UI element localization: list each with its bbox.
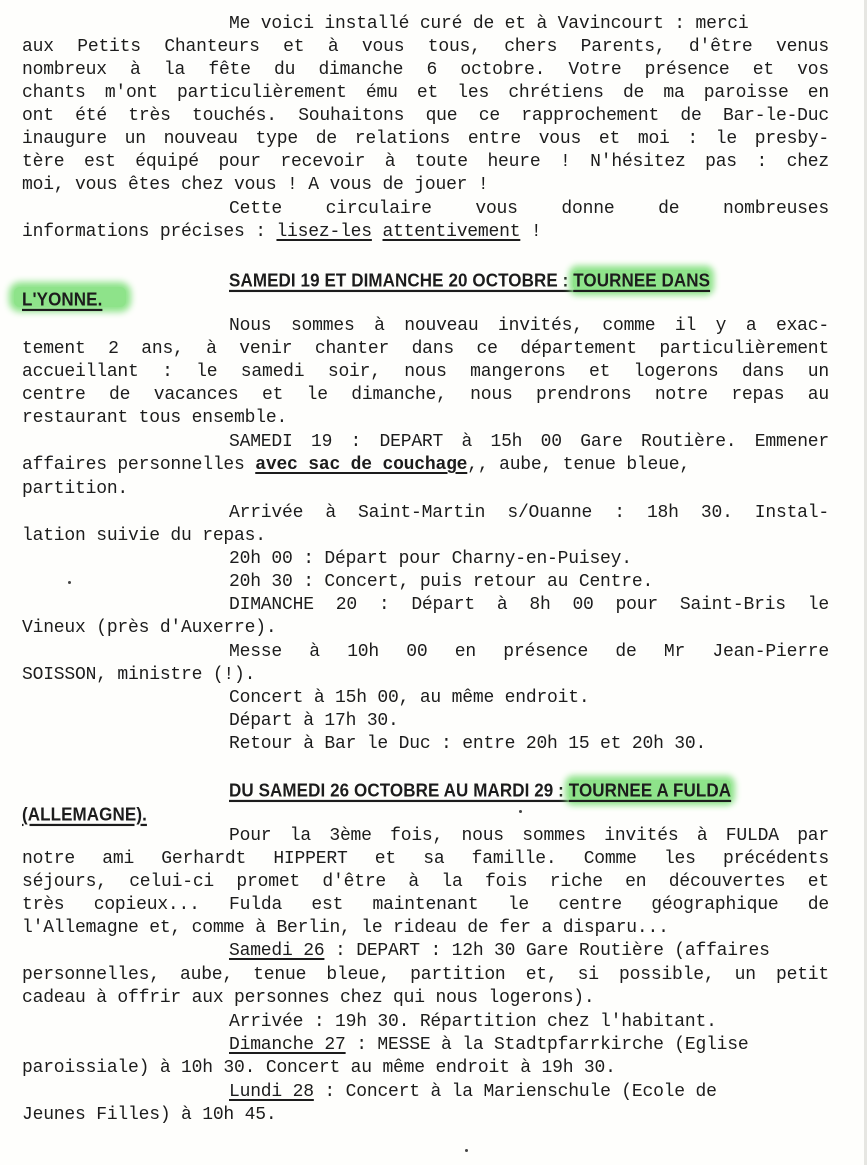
title-highlight: TOURNEE A FULDA [568, 780, 732, 801]
dimanche-rest: : MESSE à la Stadtpfarrkirche (Eglise [345, 1035, 749, 1055]
scan-speck [68, 581, 71, 584]
text-line: paroissiale) à 10h 30. Concert au même endroit à 19h 30. [22, 1058, 616, 1078]
text-line: aux Petits Chanteurs et à vous tous, chers Parents, d'être venus [22, 37, 829, 57]
text-line: l'Allemagne et, comme à Berlin, le rideau de fer a disparu... [22, 918, 669, 938]
affaires-rest: ,, aube, tenue bleue, [467, 455, 690, 475]
text-line: restaurant tous ensemble. [22, 408, 288, 428]
text-line-emphasis [229, 1081, 717, 1104]
underlined-samedi-26: Samedi 26 [229, 941, 325, 961]
text-line: lation suivie du repas. [22, 526, 266, 546]
text-line: nombreux à la fête du dimanche 6 octobre. Votre présence et vos [22, 60, 829, 80]
text-line: partition. [22, 479, 129, 499]
intro-text: informations précises : [22, 222, 277, 242]
text-line: Arrivée : 19h 30. Répartition chez l'habitant. [229, 1012, 717, 1032]
text-line: centre de vacances et le dimanche, nous prendrons notre repas au [22, 385, 829, 405]
affaires-text: affaires personnelles [22, 455, 256, 475]
section-title [229, 778, 731, 803]
underlined-lisez-les: lisez-les [276, 222, 372, 242]
section-title-cont [22, 802, 147, 827]
text-line: cadeau à offrir aux personnes chez qui nous logerons). [22, 988, 595, 1008]
text-line: SOISSON, ministre (!). [22, 665, 256, 685]
underlined-sac-couchage: avec sac de couchage [255, 455, 468, 475]
text-line: Nous sommes à nouveau invités, comme il y a exac- [229, 316, 829, 336]
title-date: DU SAMEDI 26 OCTOBRE AU MARDI 29 : [229, 780, 569, 801]
title-place: (ALLEMAGNE). [22, 804, 147, 825]
text-line-emphasis [22, 454, 690, 477]
text-line: moi, vous êtes chez vous ! A vous de jouer ! [22, 175, 489, 195]
text-line: Pour la 3ème fois, nous sommes invités à FULDA par [229, 826, 829, 846]
underlined-dimanche-27: Dimanche 27 [229, 1035, 346, 1055]
text-line: Arrivée à Saint-Martin s/Ouanne : 18h 30. Instal- [229, 503, 829, 523]
text-line: Vineux (près d'Auxerre). [22, 618, 277, 638]
text-line: 20h 30 : Concert, puis retour au Centre. [229, 572, 654, 592]
text-line: séjours, celui-ci promet d'être à la fois riche en découvertes et [22, 872, 829, 892]
text-line: Retour à Bar le Duc : entre 20h 15 et 20h 30. [229, 734, 707, 754]
text-line: Jeunes Filles) à 10h 45. [22, 1105, 277, 1125]
text-line: Cette circulaire vous donne de nombreuses [229, 199, 829, 219]
text-line: personnelles, aube, tenue bleue, partition et, si possible, un petit [22, 965, 829, 985]
samedi-rest: : DEPART : 12h 30 Gare Routière (affaires [324, 941, 770, 961]
text-line-emphasis [229, 1034, 749, 1057]
space [372, 222, 383, 242]
underlined-attentivement: attentivement [382, 222, 521, 242]
text-line-emphasis [22, 221, 542, 244]
text-line: chants m'ont particulièrement ému et les chrétiens de ma paroisse en [22, 83, 829, 103]
section-title-cont [22, 287, 102, 312]
text-line: tère est équipé pour recevoir à toute heure ! N'hésitez pas : chez [22, 152, 829, 172]
title-highlight: TOURNEE DANS [573, 270, 711, 291]
text-line: SAMEDI 19 : DEPART à 15h 00 Gare Routière. Emmener [229, 432, 829, 452]
lundi-rest: : Concert à la Marienschule (Ecole de [313, 1082, 717, 1102]
text-line: accueillant : le samedi soir, nous mangerons et logerons dans un [22, 362, 829, 382]
text-line: Concert à 15h 00, au même endroit. [229, 688, 590, 708]
text-line: ont été très touchés. Souhaitons que ce rapprochement de Bar-le-Duc [22, 106, 829, 126]
text-line: Me voici installé curé de et à Vavincourt : merci [229, 14, 749, 34]
underlined-lundi-28: Lundi 28 [229, 1082, 314, 1102]
title-date: SAMEDI 19 ET DIMANCHE 20 OCTOBRE : [229, 270, 574, 291]
text-line: Départ à 17h 30. [229, 711, 399, 731]
text-line: inaugure un nouveau type de relations entre vous et moi : le presby- [22, 129, 829, 149]
exclamation: ! [520, 222, 542, 242]
text-line: très copieux... Fulda est maintenant le centre géographique de [22, 895, 829, 915]
scan-speck [465, 1149, 468, 1152]
scan-speck [519, 810, 522, 813]
text-line: notre ami Gerhardt HIPPERT et sa famille. Comme les précédents [22, 849, 829, 869]
text-line: tement 2 ans, à venir chanter dans ce département particulièrement [22, 339, 829, 359]
text-line: Messe à 10h 00 en présence de Mr Jean-Pierre [229, 642, 829, 662]
title-place: L'YONNE. [22, 289, 103, 310]
section-title [229, 268, 710, 293]
text-line-emphasis [229, 940, 770, 963]
text-line: DIMANCHE 20 : Départ à 8h 00 pour Saint-Bris le [229, 595, 829, 615]
text-line: 20h 00 : Départ pour Charny-en-Puisey. [229, 549, 632, 569]
